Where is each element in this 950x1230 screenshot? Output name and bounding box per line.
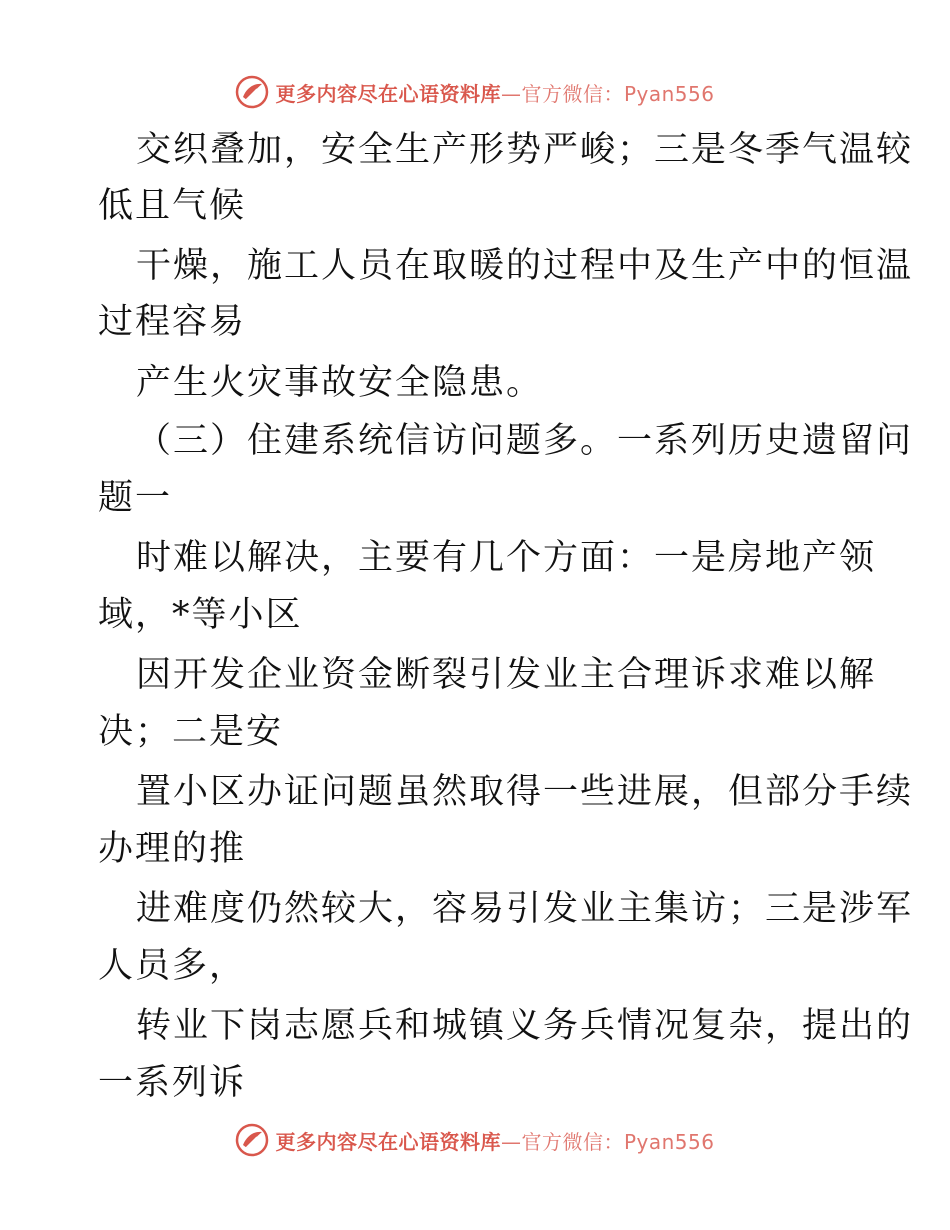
text-line: （三）住建系统信访问题多。一系列历史遗留问 [136,421,914,461]
text-line: 交织叠加，安全生产形势严峻；三是冬季气温较 [136,130,914,170]
text-line: 决；二是安 [98,712,284,752]
watermark-text: 更多内容尽在心语资料库—官方微信：Pyan556 [275,1129,715,1154]
text-line: 转业下岗志愿兵和城镇义务兵情况复杂，提出的 [136,1006,914,1046]
text-line: 时难以解决，主要有几个方面：一是房地产领 [136,538,877,578]
text-line: 因开发企业资金断裂引发业主合理诉求难以解 [136,655,877,695]
brand-logo-icon [235,1123,269,1157]
watermark-text: 更多内容尽在心语资料库—官方微信：Pyan556 [275,81,715,106]
text-line: 产生火灾事故安全隐患。 [136,363,544,403]
footer-watermark [0,1120,950,1160]
text-line: 域，*等小区 [98,595,303,635]
text-line: 进难度仍然较大，容易引发业主集访；三是涉军 [136,889,914,929]
text-line: 人员多， [98,946,247,986]
text-line: 一系列诉 [98,1063,247,1103]
text-line: 过程容易 [98,302,247,342]
text-line: 题一 [98,478,173,518]
brand-logo-icon [235,75,269,109]
text-line: 干燥，施工人员在取暖的过程中及生产中的恒温 [136,246,914,286]
text-line: 低且气候 [98,186,247,226]
text-line: 置小区办证问题虽然取得一些进展，但部分手续 [136,772,914,812]
text-line: 办理的推 [98,829,247,869]
header-watermark [0,72,950,112]
